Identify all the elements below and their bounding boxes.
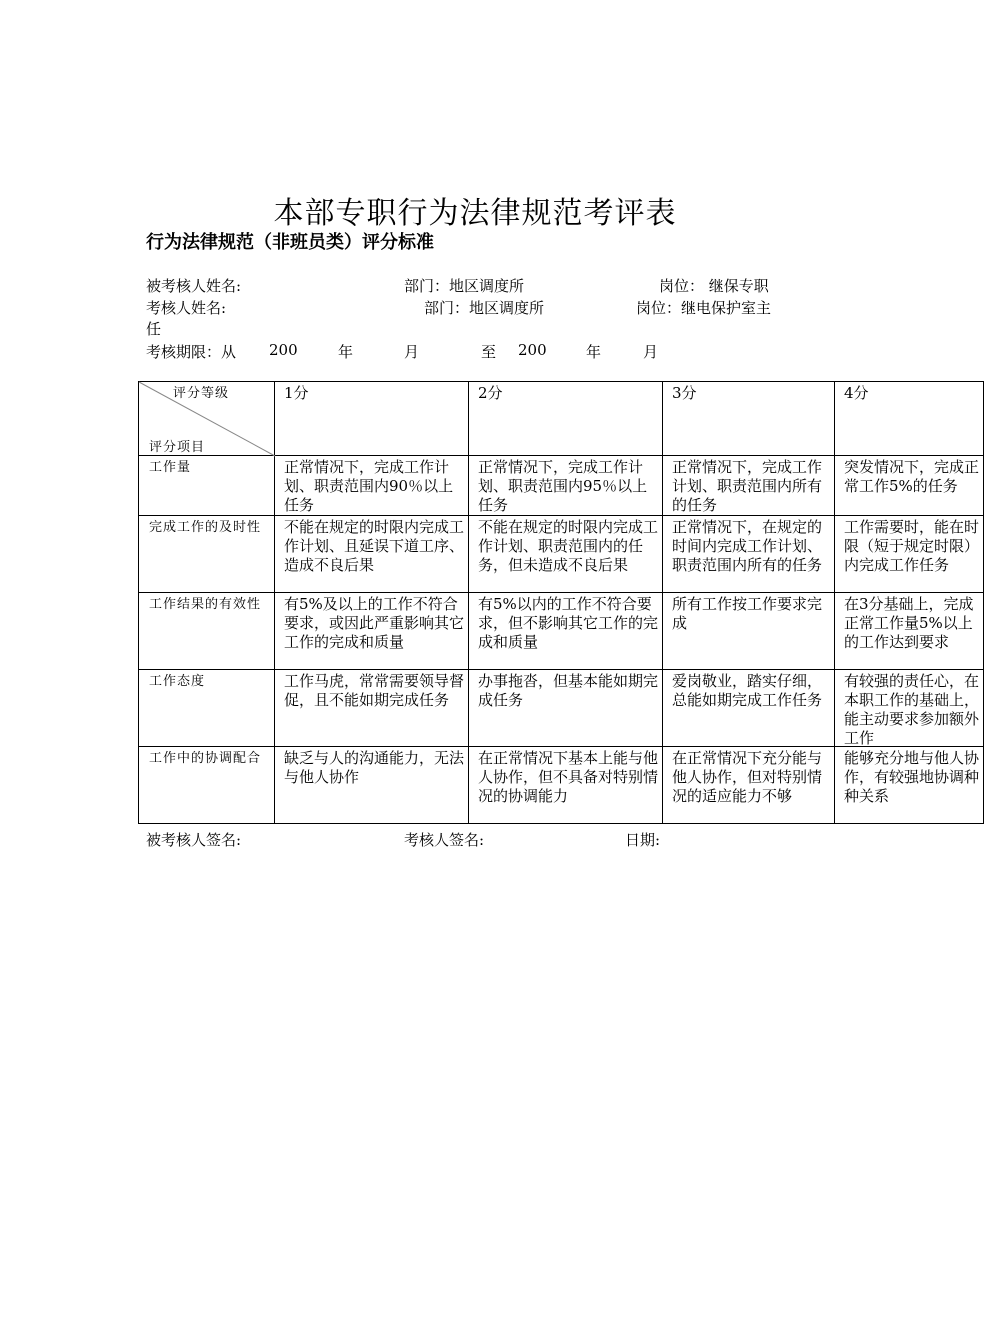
cell-text: 正常情况下，完成工作计划、职责范围内所有的任务 <box>672 458 823 514</box>
cell-text: 有5%以内的工作不符合要求，但不影响其它工作的完成和质量 <box>478 595 659 651</box>
cell-text: 所有工作按工作要求完成 <box>672 595 823 632</box>
period-start-month-unit: 月 <box>404 343 420 361</box>
row-item: 工作量 <box>139 456 275 516</box>
cell-text: 正常情况下，完成工作计划、职责范围内90％以上任务 <box>284 458 454 514</box>
cell-text: 工作需要时，能在时限（短于规定时限）内完成工作任务 <box>844 518 980 574</box>
table-cell <box>469 593 663 670</box>
table-cell <box>835 516 984 593</box>
period-start-year-unit: 年 <box>338 343 354 361</box>
period-end-year-unit: 年 <box>586 343 602 361</box>
table-cell <box>663 593 835 670</box>
page-title: 本部专职行为法律规范考评表 <box>273 196 677 231</box>
header-score-4: 4分 <box>835 382 984 456</box>
cell-text: 工作马虎，常常需要领导督促，且不能如期完成任务 <box>284 672 465 709</box>
row-item: 工作态度 <box>139 670 275 747</box>
corner-cell <box>139 382 275 456</box>
table-row <box>139 670 984 747</box>
cell-text: 正常情况下，完成工作计划、职责范围内95％以上任务 <box>478 458 648 514</box>
table-cell <box>275 516 469 593</box>
cell-text: 爱岗敬业，踏实仔细，总能如期完成工作任务 <box>672 672 823 709</box>
assessee-dept: 部门：地区调度所 <box>404 277 525 295</box>
table-cell <box>835 747 984 824</box>
cell-text: 正常情况下，在规定的时间内完成工作计划、职责范围内所有的任务 <box>672 518 823 574</box>
cell-text: 不能在规定的时限内完成工作计划、职责范围内的任务，但未造成不良后果 <box>478 518 659 574</box>
table-cell <box>835 670 984 747</box>
table-cell <box>275 593 469 670</box>
table-cell <box>663 516 835 593</box>
table-row <box>139 516 984 593</box>
table-cell <box>663 670 835 747</box>
cell-text: 有较强的责任心，在本职工作的基础上，能主动要求参加额外工作 <box>844 672 980 747</box>
scoring-table <box>138 381 984 824</box>
assessee-post: 岗位： 继保专职 <box>659 277 769 295</box>
table-cell <box>275 747 469 824</box>
assessee-name-label: 被考核人姓名: <box>146 277 242 295</box>
header-score-1: 1分 <box>275 382 469 456</box>
period-start-year: 200 <box>269 341 298 359</box>
date-label: 日期: <box>625 831 661 849</box>
grade-axis-label: 评分等级 <box>173 386 230 401</box>
assessee-signature-label: 被考核人签名: <box>146 831 242 849</box>
header-score-3: 3分 <box>663 382 835 456</box>
table-cell <box>663 456 835 516</box>
table-row <box>139 747 984 824</box>
assessor-name-label: 考核人姓名: <box>146 299 227 317</box>
period-to: 至 <box>481 343 497 361</box>
assessor-dept: 部门：地区调度所 <box>424 299 545 317</box>
cell-text: 在正常情况下充分能与他人协作，但对特别情况的适应能力不够 <box>672 749 823 805</box>
table-cell <box>663 747 835 824</box>
item-axis-label: 评分项目 <box>149 440 206 455</box>
assessor-post-continued: 任 <box>146 320 162 338</box>
assessor-signature-label: 考核人签名: <box>404 831 485 849</box>
cell-text: 在3分基础上，完成正常工作量5%以上的工作达到要求 <box>844 595 974 651</box>
period-label: 考核期限：从 <box>146 343 237 361</box>
table-header-row <box>139 382 984 456</box>
cell-text: 有5%及以上的工作不符合要求，或因此严重影响其它工作的完成和质量 <box>284 595 465 651</box>
table-cell <box>469 456 663 516</box>
cell-text: 不能在规定的时限内完成工作计划、且延误下道工序、造成不良后果 <box>284 518 465 574</box>
table-row <box>139 593 984 670</box>
cell-text: 突发情况下，完成正常工作5%的任务 <box>844 458 980 495</box>
table-cell <box>469 516 663 593</box>
cell-text: 能够充分地与他人协作，有较强地协调种种关系 <box>844 749 980 805</box>
table-cell <box>469 670 663 747</box>
period-end-year: 200 <box>518 341 547 359</box>
cell-text: 在正常情况下基本上能与他人协作，但不具备对特别情况的协调能力 <box>478 749 659 805</box>
assessor-post: 岗位：继电保护室主 <box>636 299 772 317</box>
table-cell <box>835 456 984 516</box>
table-cell <box>835 593 984 670</box>
row-item: 工作结果的有效性 <box>139 593 275 670</box>
table-row <box>139 456 984 516</box>
cell-text: 缺乏与人的沟通能力，无法与他人协作 <box>284 749 465 786</box>
table-cell <box>469 747 663 824</box>
cell-text: 办事拖沓，但基本能如期完成任务 <box>478 672 659 709</box>
row-item: 工作中的协调配合 <box>139 747 275 824</box>
row-item: 完成工作的及时性 <box>139 516 275 593</box>
page-subtitle: 行为法律规范（非班员类）评分标准 <box>146 232 434 253</box>
table-cell <box>275 670 469 747</box>
header-score-2: 2分 <box>469 382 663 456</box>
table-cell <box>275 456 469 516</box>
period-end-month-unit: 月 <box>643 343 659 361</box>
